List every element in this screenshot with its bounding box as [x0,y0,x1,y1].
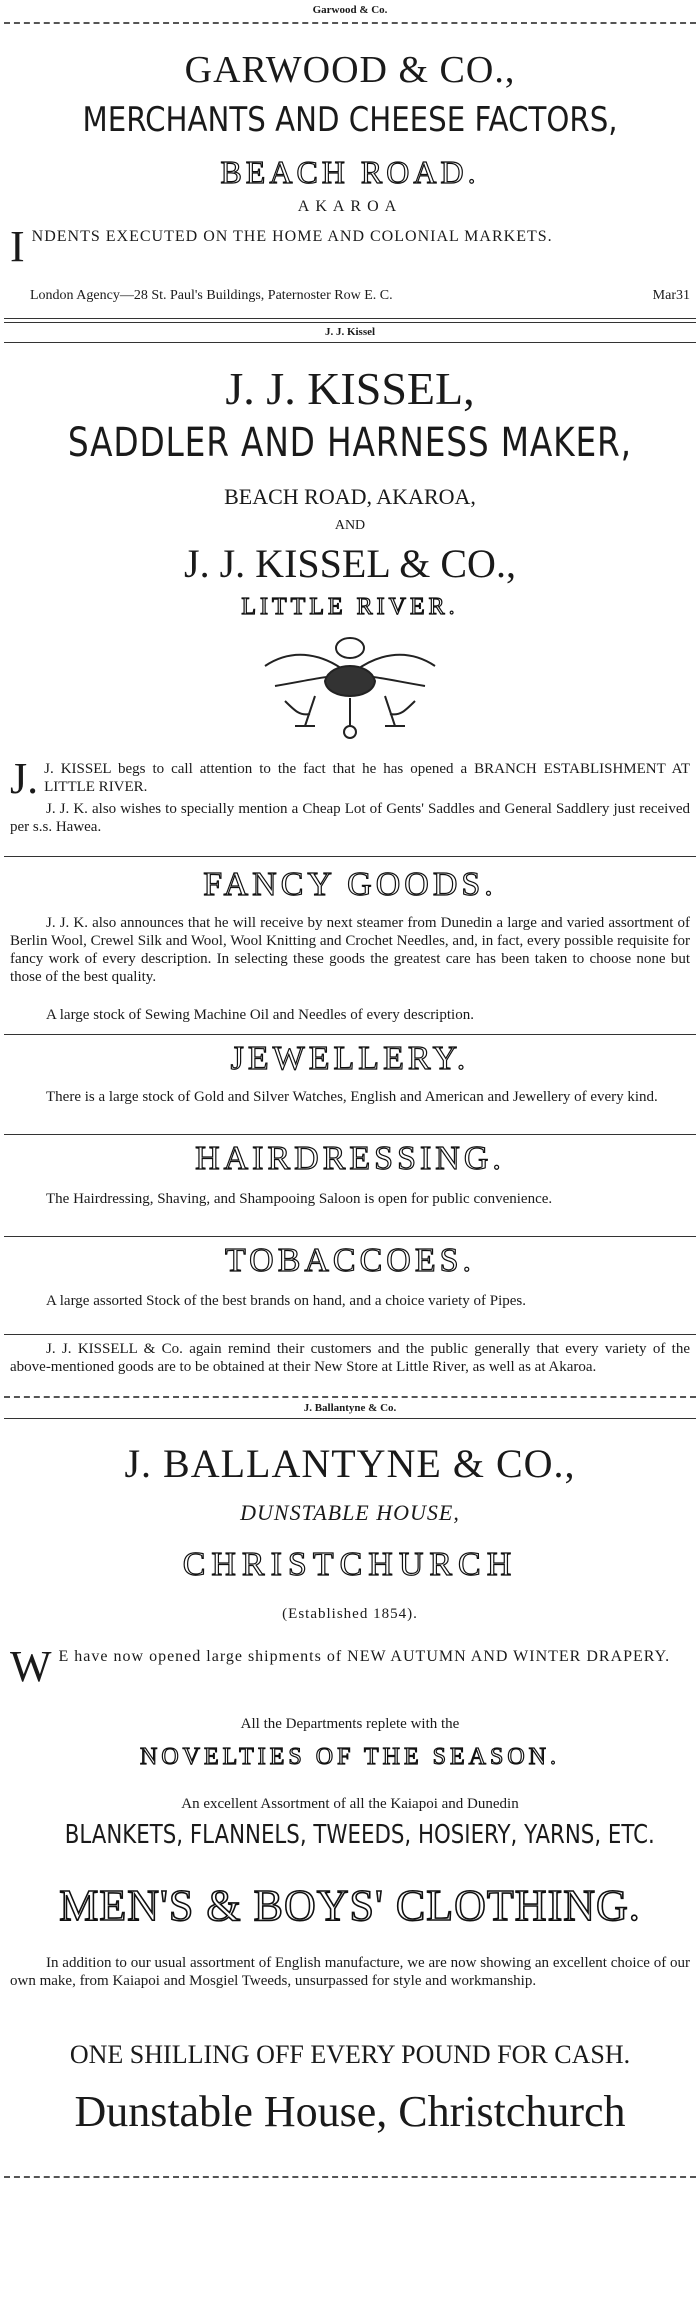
hair-text: The Hairdressing, Shaving, and Shampooing Saloon is open for public convenience. [46,1191,553,1207]
jewellery-text: There is a large stock of Gold and Silver Watches, English and American and Jewellery of every kind. [46,1089,658,1105]
kissel-company: J. J. KISSEL & CO., [184,541,516,586]
kissel-street: BEACH ROAD, AKAROA, [224,484,476,509]
kissel-trade: SADDLER AND HARNESS MAKER, [68,420,632,466]
ballantyne-departments: All the Departments replete with the [240,1716,460,1732]
clothing-text: In addition to our usual assortment of English manufacture, we are now showing an excellent choice of our own make, from Kaiapoi and Mosgiel Tweeds, unsurpassed for style and workmanship. [10,1955,690,1989]
ballantyne-opened-text: E have now opened large shipments of NEW AUTUMN AND WINTER DRAPERY. [58,1648,671,1665]
garwood-trade: MERCHANTS AND CHEESE FACTORS, [82,100,618,140]
kissel-trade-wrap [0,420,700,466]
garwood-indents-text: NDENTS EXECUTED ON THE HOME AND COLONIAL MARKETS. [31,228,553,245]
rule [4,1034,696,1035]
kissel-intro [10,754,690,803]
ballantyne-offer: ONE SHILLING OFF EVERY POUND FOR CASH. [69,2040,631,2069]
garwood-trade-wrap [0,100,700,140]
ballantyne-house: DUNSTABLE HOUSE, [240,1500,460,1525]
kissel-intro-dropcap: J. [10,754,39,803]
ballantyne-header: J. Ballantyne & Co. [303,1402,397,1414]
rule [4,1134,696,1135]
kissel-header: J. J. Kissel [324,326,376,338]
garwood-town: AKAROA [297,198,403,215]
garwood-agency-row [10,288,690,304]
tobacco-title: TOBACCOES. [224,1242,476,1279]
garwood-header: Garwood & Co. [312,4,388,16]
rule [4,342,696,343]
rule [4,856,696,857]
fancy-title: FANCY GOODS. [203,866,497,903]
jewellery-title: JEWELLERY. [230,1040,470,1077]
ballantyne-goods: BLANKETS, FLANNELS, TWEEDS, HOSIERY, YARNS, ETC. [64,1820,655,1850]
ballantyne-name: J. BALLANTYNE & CO., [124,1441,576,1486]
tobacco-text: A large assorted Stock of the best brands on hand, and a choice variety of Pipes. [46,1293,527,1309]
kissel-closing-text: J. J. KISSELL & Co. again remind their customers and the public generally that every variety of the above-mentioned goods are to be obtained at their New Store at Little River, as well as at Akaroa. [10,1341,690,1375]
fancy-text: J. J. K. also announces that he will receive by next steamer from Dunedin a large and varied assortment of Berlin Wool, Crewel Silk and Wool, Wool Knitting and Crochet Needles, and, in fact, every possible requisite for fancy work of every description. In selecting these goods the greatest care has been taken to choose none but those of the best quality. [10,915,690,985]
kissel-name: J. J. KISSEL, [225,363,475,414]
garwood-name: GARWOOD & CO., [184,49,516,91]
ballantyne-opened [10,1642,690,1691]
garwood-date: Mar31 [652,288,690,303]
hair-title: HAIRDRESSING. [195,1140,505,1177]
garwood-street: BEACH ROAD. [220,154,480,190]
double-rule [4,318,696,323]
rule [4,1334,696,1335]
saddle-icon [265,638,435,738]
clothing-title: MEN'S & BOYS' CLOTHING. [59,1881,641,1930]
ballantyne-opened-dropcap: W [10,1642,53,1691]
saddle-illustration [255,626,445,746]
wavy-divider [4,1390,696,1398]
wavy-divider [4,2170,696,2178]
rule [4,1418,696,1419]
kissel-intro-text2: J. J. K. also wishes to specially mention a Cheap Lot of Gents' Saddles and General Saddlery just received per s.s. Hawea. [10,801,690,835]
rule [4,1236,696,1237]
ballantyne-footer: Dunstable House, Christchurch [74,2087,626,2136]
garwood-indents [10,222,690,271]
garwood-agency: London Agency—28 St. Paul's Buildings, Paternoster Row E. C. [30,288,393,303]
kissel-and: AND [334,518,366,533]
ballantyne-established: (Established 1854). [282,1606,418,1622]
ballantyne-goods-wrap [0,1820,700,1850]
wavy-divider [4,16,696,24]
fancy-text2: A large stock of Sewing Machine Oil and Needles of every description. [46,1007,474,1023]
ballantyne-novelties: NOVELTIES OF THE SEASON. [139,1744,561,1770]
ballantyne-city: CHRISTCHURCH [182,1546,518,1583]
kissel-intro-text: J. KISSEL begs to call attention to the fact that he has opened a BRANCH ESTABLISHMENT AT LITTLE RIVER. [44,761,690,795]
ballantyne-assortment: An excellent Assortment of all the Kaiapoi and Dunedin [181,1796,519,1812]
kissel-location: LITTLE RIVER. [241,594,459,620]
garwood-indents-dropcap: I [10,222,26,271]
